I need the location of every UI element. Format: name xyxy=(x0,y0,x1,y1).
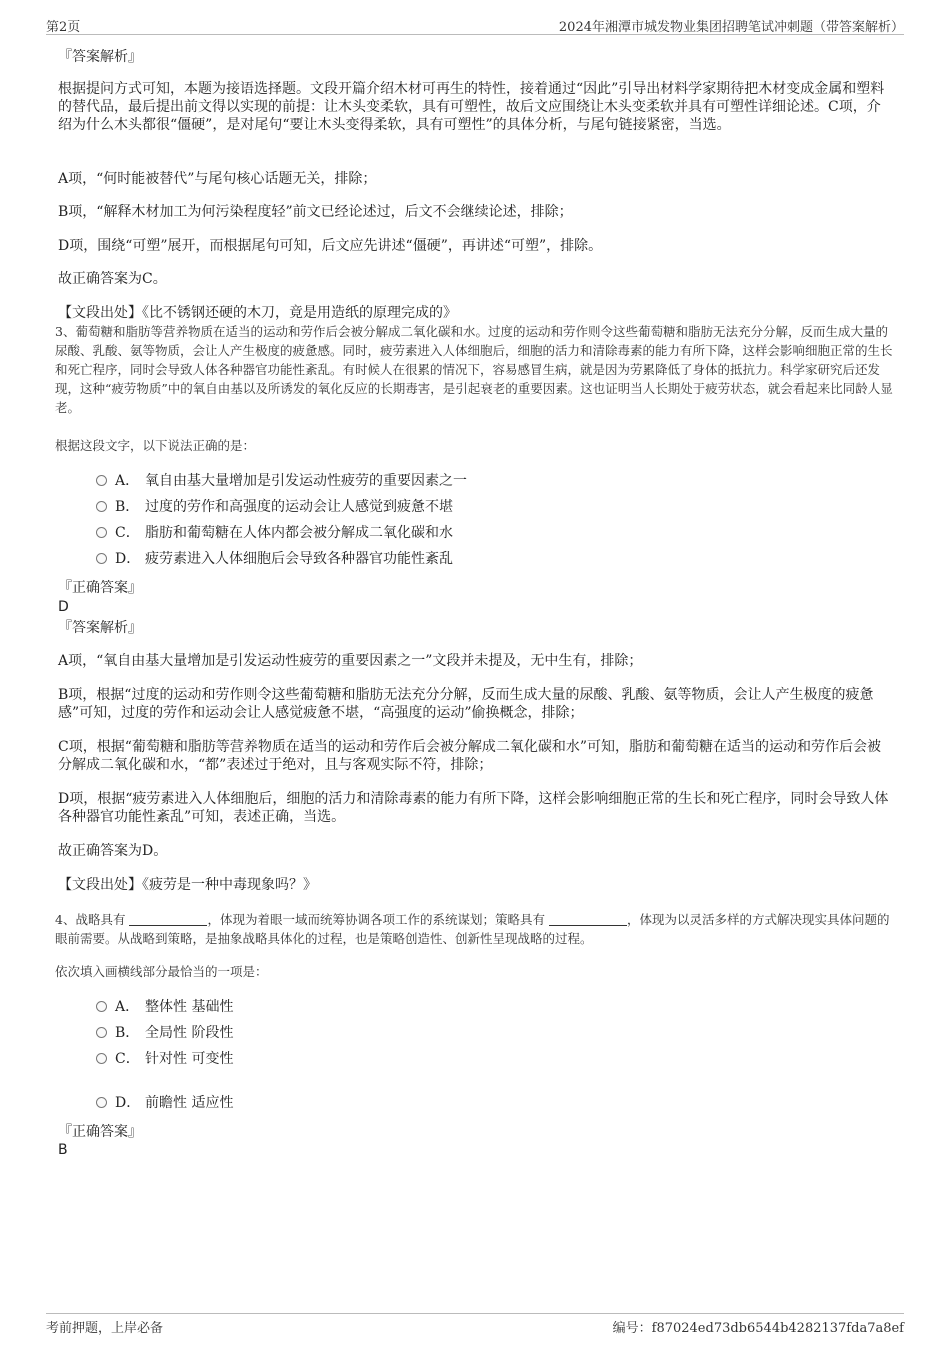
q4-option-b[interactable]: B． 全局性 阶段性 xyxy=(96,1022,233,1044)
q4-answer-label: 『正确答案』 xyxy=(58,1124,142,1140)
q3-option-c[interactable]: C． 脂肪和葡萄糖在人体内都会被分解成二氧化碳和水 xyxy=(96,522,453,544)
q3-analysis-label: 『答案解析』 xyxy=(58,620,142,636)
q3-line-a: A项，“氧自由基大量增加是引发运动性疲劳的重要因素之一”文段并未提及，无中生有，排除； xyxy=(58,653,643,669)
q3-stem: 3、葡萄糖和脂肪等营养物质在适当的运动和劳作后会被分解成二氧化碳和水。过度的运动和劳作则令这些葡萄糖和脂肪无法充分分解，反而生成大量的尿酸、乳酸、氨等物质，会让人产生极度的疲惫感。同时，疲劳素进入人体细胞后，细胞的活力和清除毒素的能力有所下降，这样会影响细胞正常的生长和死亡程序，同时会导致人体各种器官功能性紊乱。有时候人在很累的情况下，容易感冒生病，就是因为劳累降低了身体的抵抗力。科学家研究后还发现，这种“疲劳物质”中的氧自由基以及所诱发的氧化反应的长期毒害，是引起衰老的重要因素。这也证明当人长期处于疲劳状态，就会看起来比同龄人显老。 xyxy=(55,324,893,415)
radio-icon[interactable] xyxy=(96,1027,107,1038)
q3-answer: D xyxy=(58,599,69,615)
q3-option-d[interactable]: D． 疲劳素进入人体细胞后会导致各种器官功能性紊乱 xyxy=(96,548,453,570)
radio-icon[interactable] xyxy=(96,1053,107,1064)
q4-option-a[interactable]: A． 整体性 基础性 xyxy=(96,996,233,1018)
footer-slogan: 考前押题，上岸必备 xyxy=(46,1321,164,1336)
q2-line-b: B项，“解释木材加工为何污染程度轻”前文已经论述过，后文不会继续论述，排除； xyxy=(58,204,573,220)
q4-stem: 4、战略具有 ，体现为着眼一域而统筹协调各项工作的系统谋划；策略具有 ，体现为以灵活多样的方式解决现实具体问题的眼前需要。从战略到策略，是抽象战略具体化的过程，也是策略创造性、创新性呈现战略的过程。 xyxy=(55,912,890,946)
q2-analysis-label: 『答案解析』 xyxy=(58,49,142,65)
radio-icon[interactable] xyxy=(96,1097,107,1108)
q4-option-d[interactable]: D． 前瞻性 适应性 xyxy=(96,1092,233,1114)
fill-blank-2 xyxy=(549,913,627,926)
q3-prompt: 根据这段文字，以下说法正确的是： xyxy=(55,438,256,453)
q3-line-c: C项，根据“葡萄糖和脂肪等营养物质在适当的运动和劳作后会被分解成二氧化碳和水”可知，脂肪和葡萄糖在适当的运动和劳作后会被分解成二氧化碳和水，“都”表述过于绝对，且与客观实际不符，排除； xyxy=(58,739,882,773)
q2-analysis-paragraph: 根据提问方式可知，本题为接语选择题。文段开篇介绍木材可再生的特性，接着通过“因此”引导出材料学家期待把木材变成金属和塑料的替代品，最后提出前文得以实现的前提：让木头变柔软，具有可塑性，故后文应围绕让木头变柔软并具有可塑性详细论述。C项，介绍为什么木头都很“僵硬”，是对尾句“要让木头变得柔软，具有可塑性”的具体分析，与尾句链接紧密，当选。 xyxy=(58,81,885,133)
q4-prompt: 依次填入画横线部分最恰当的一项是： xyxy=(55,964,268,979)
radio-icon[interactable] xyxy=(96,553,107,564)
document-title: 2024年湘潭市城发物业集团招聘笔试冲刺题（带答案解析） xyxy=(558,20,904,35)
page-footer xyxy=(46,1313,904,1336)
q4-option-c[interactable]: C． 针对性 可变性 xyxy=(96,1048,233,1070)
q3-option-a[interactable]: A． 氧自由基大量增加是引发运动性疲劳的重要因素之一 xyxy=(96,470,467,492)
fill-blank-1 xyxy=(129,913,207,926)
q4-answer: B xyxy=(58,1142,68,1158)
q3-source: 【文段出处】《疲劳是一种中毒现象吗？》 xyxy=(58,877,317,893)
radio-icon[interactable] xyxy=(96,527,107,538)
q3-option-b[interactable]: B． 过度的劳作和高强度的运动会让人感觉到疲惫不堪 xyxy=(96,496,453,518)
footer-serial: 编号：f87024ed73db6544b4282137fda7a8ef xyxy=(612,1321,904,1336)
radio-icon[interactable] xyxy=(96,475,107,486)
radio-icon[interactable] xyxy=(96,501,107,512)
q2-conclusion: 故正确答案为C。 xyxy=(58,271,167,287)
page-header xyxy=(46,14,904,35)
q3-conclusion: 故正确答案为D。 xyxy=(58,843,168,859)
q3-line-d: D项，根据“疲劳素进入人体细胞后，细胞的活力和清除毒素的能力有所下降，这样会影响细胞正常的生长和死亡程序，同时会导致人体各种器官功能性紊乱”可知，表述正确，当选。 xyxy=(58,791,889,825)
page-number: 第2页 xyxy=(46,20,81,35)
q2-line-a: A项，“何时能被替代”与尾句核心话题无关，排除； xyxy=(58,171,377,187)
q3-line-b: B项，根据“过度的运动和劳作则令这些葡萄糖和脂肪无法充分分解，反而生成大量的尿酸、乳酸、氨等物质，会让人产生极度的疲惫感”可知，过度的劳作和运动会让人感觉疲惫不堪，“高强度的运动”偷换概念，排除； xyxy=(58,687,874,721)
q3-answer-label: 『正确答案』 xyxy=(58,580,142,596)
q2-source: 【文段出处】《比不锈钢还硬的木刀，竟是用造纸的原理完成的》 xyxy=(58,305,457,321)
q2-line-d: D项，围绕“可塑”展开，而根据尾句可知，后文应先讲述“僵硬”，再讲述“可塑”，排除。 xyxy=(58,238,603,254)
radio-icon[interactable] xyxy=(96,1001,107,1012)
